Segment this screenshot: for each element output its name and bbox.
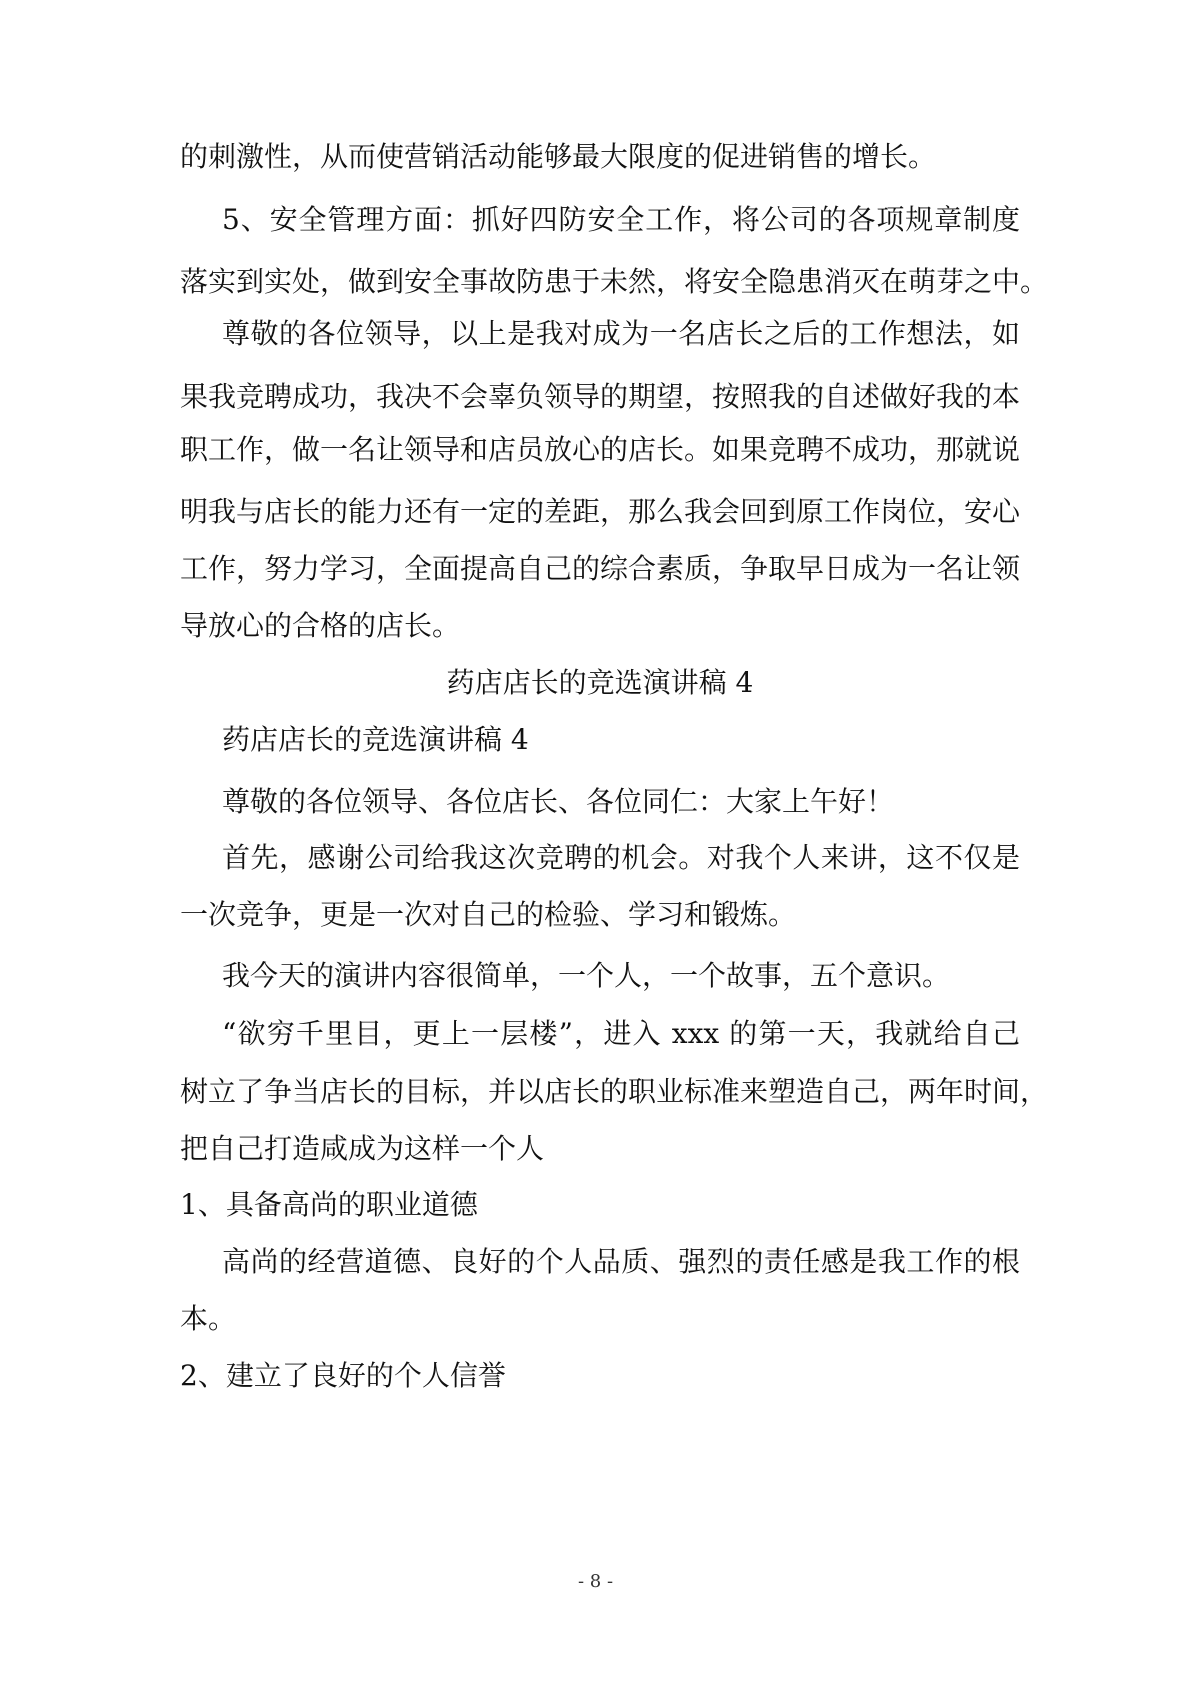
paragraph-line: 我今天的演讲内容很简单，一个人，一个故事，五个意识。	[222, 959, 951, 992]
paragraph-line: 导放心的合格的店长。	[180, 609, 461, 642]
paragraph-line: 本。	[180, 1302, 237, 1335]
paragraph-line: “欲穷千里目，更上一层楼”，进入 xxx 的第一天，我就给自己	[222, 1017, 1020, 1050]
paragraph-line: 树立了争当店长的目标，并以店长的职业标准来塑造自己，两年时间，	[180, 1075, 1049, 1108]
paragraph-line: 高尚的经营道德、良好的个人品质、强烈的责任感是我工作的根	[222, 1245, 1020, 1278]
paragraph-line: 一次竞争，更是一次对自己的检验、学习和锻炼。	[180, 898, 797, 931]
paragraph-line: 果我竞聘成功，我决不会辜负领导的期望，按照我的自述做好我的本	[180, 380, 1021, 413]
paragraph-line: 工作，努力学习，全面提高自己的综合素质，争取早日成为一名让领	[180, 552, 1021, 585]
paragraph-line: 尊敬的各位领导、各位店长、各位同仁：大家上午好！	[222, 785, 895, 818]
section-title: 药店店长的竞选演讲稿 4	[446, 666, 754, 699]
paragraph-line: 5、安全管理方面：抓好四防安全工作，将公司的各项规章制度	[222, 203, 1020, 236]
paragraph-line: 明我与店长的能力还有一定的差距，那么我会回到原工作岗位，安心	[180, 495, 1021, 528]
paragraph-line: 尊敬的各位领导，以上是我对成为一名店长之后的工作想法，如	[222, 317, 1020, 350]
paragraph-line: 职工作，做一名让领导和店员放心的店长。如果竞聘不成功，那就说	[180, 433, 1021, 466]
list-heading: 1、具备高尚的职业道德	[180, 1188, 478, 1221]
paragraph-line: 落实到实处，做到安全事故防患于未然，将安全隐患消灭在萌芽之中。	[180, 265, 1049, 298]
paragraph-line: 的刺激性，从而使营销活动能够最大限度的促进销售的增长。	[180, 140, 937, 173]
page-number: - 8 -	[577, 1571, 614, 1592]
paragraph-line: 药店店长的竞选演讲稿 4	[222, 723, 529, 756]
paragraph-line: 首先，感谢公司给我这次竞聘的机会。对我个人来讲，这不仅是	[222, 841, 1020, 874]
paragraph-line: 把自己打造咸成为这样一个人	[180, 1132, 545, 1165]
list-heading: 2、建立了良好的个人信誉	[180, 1359, 506, 1392]
